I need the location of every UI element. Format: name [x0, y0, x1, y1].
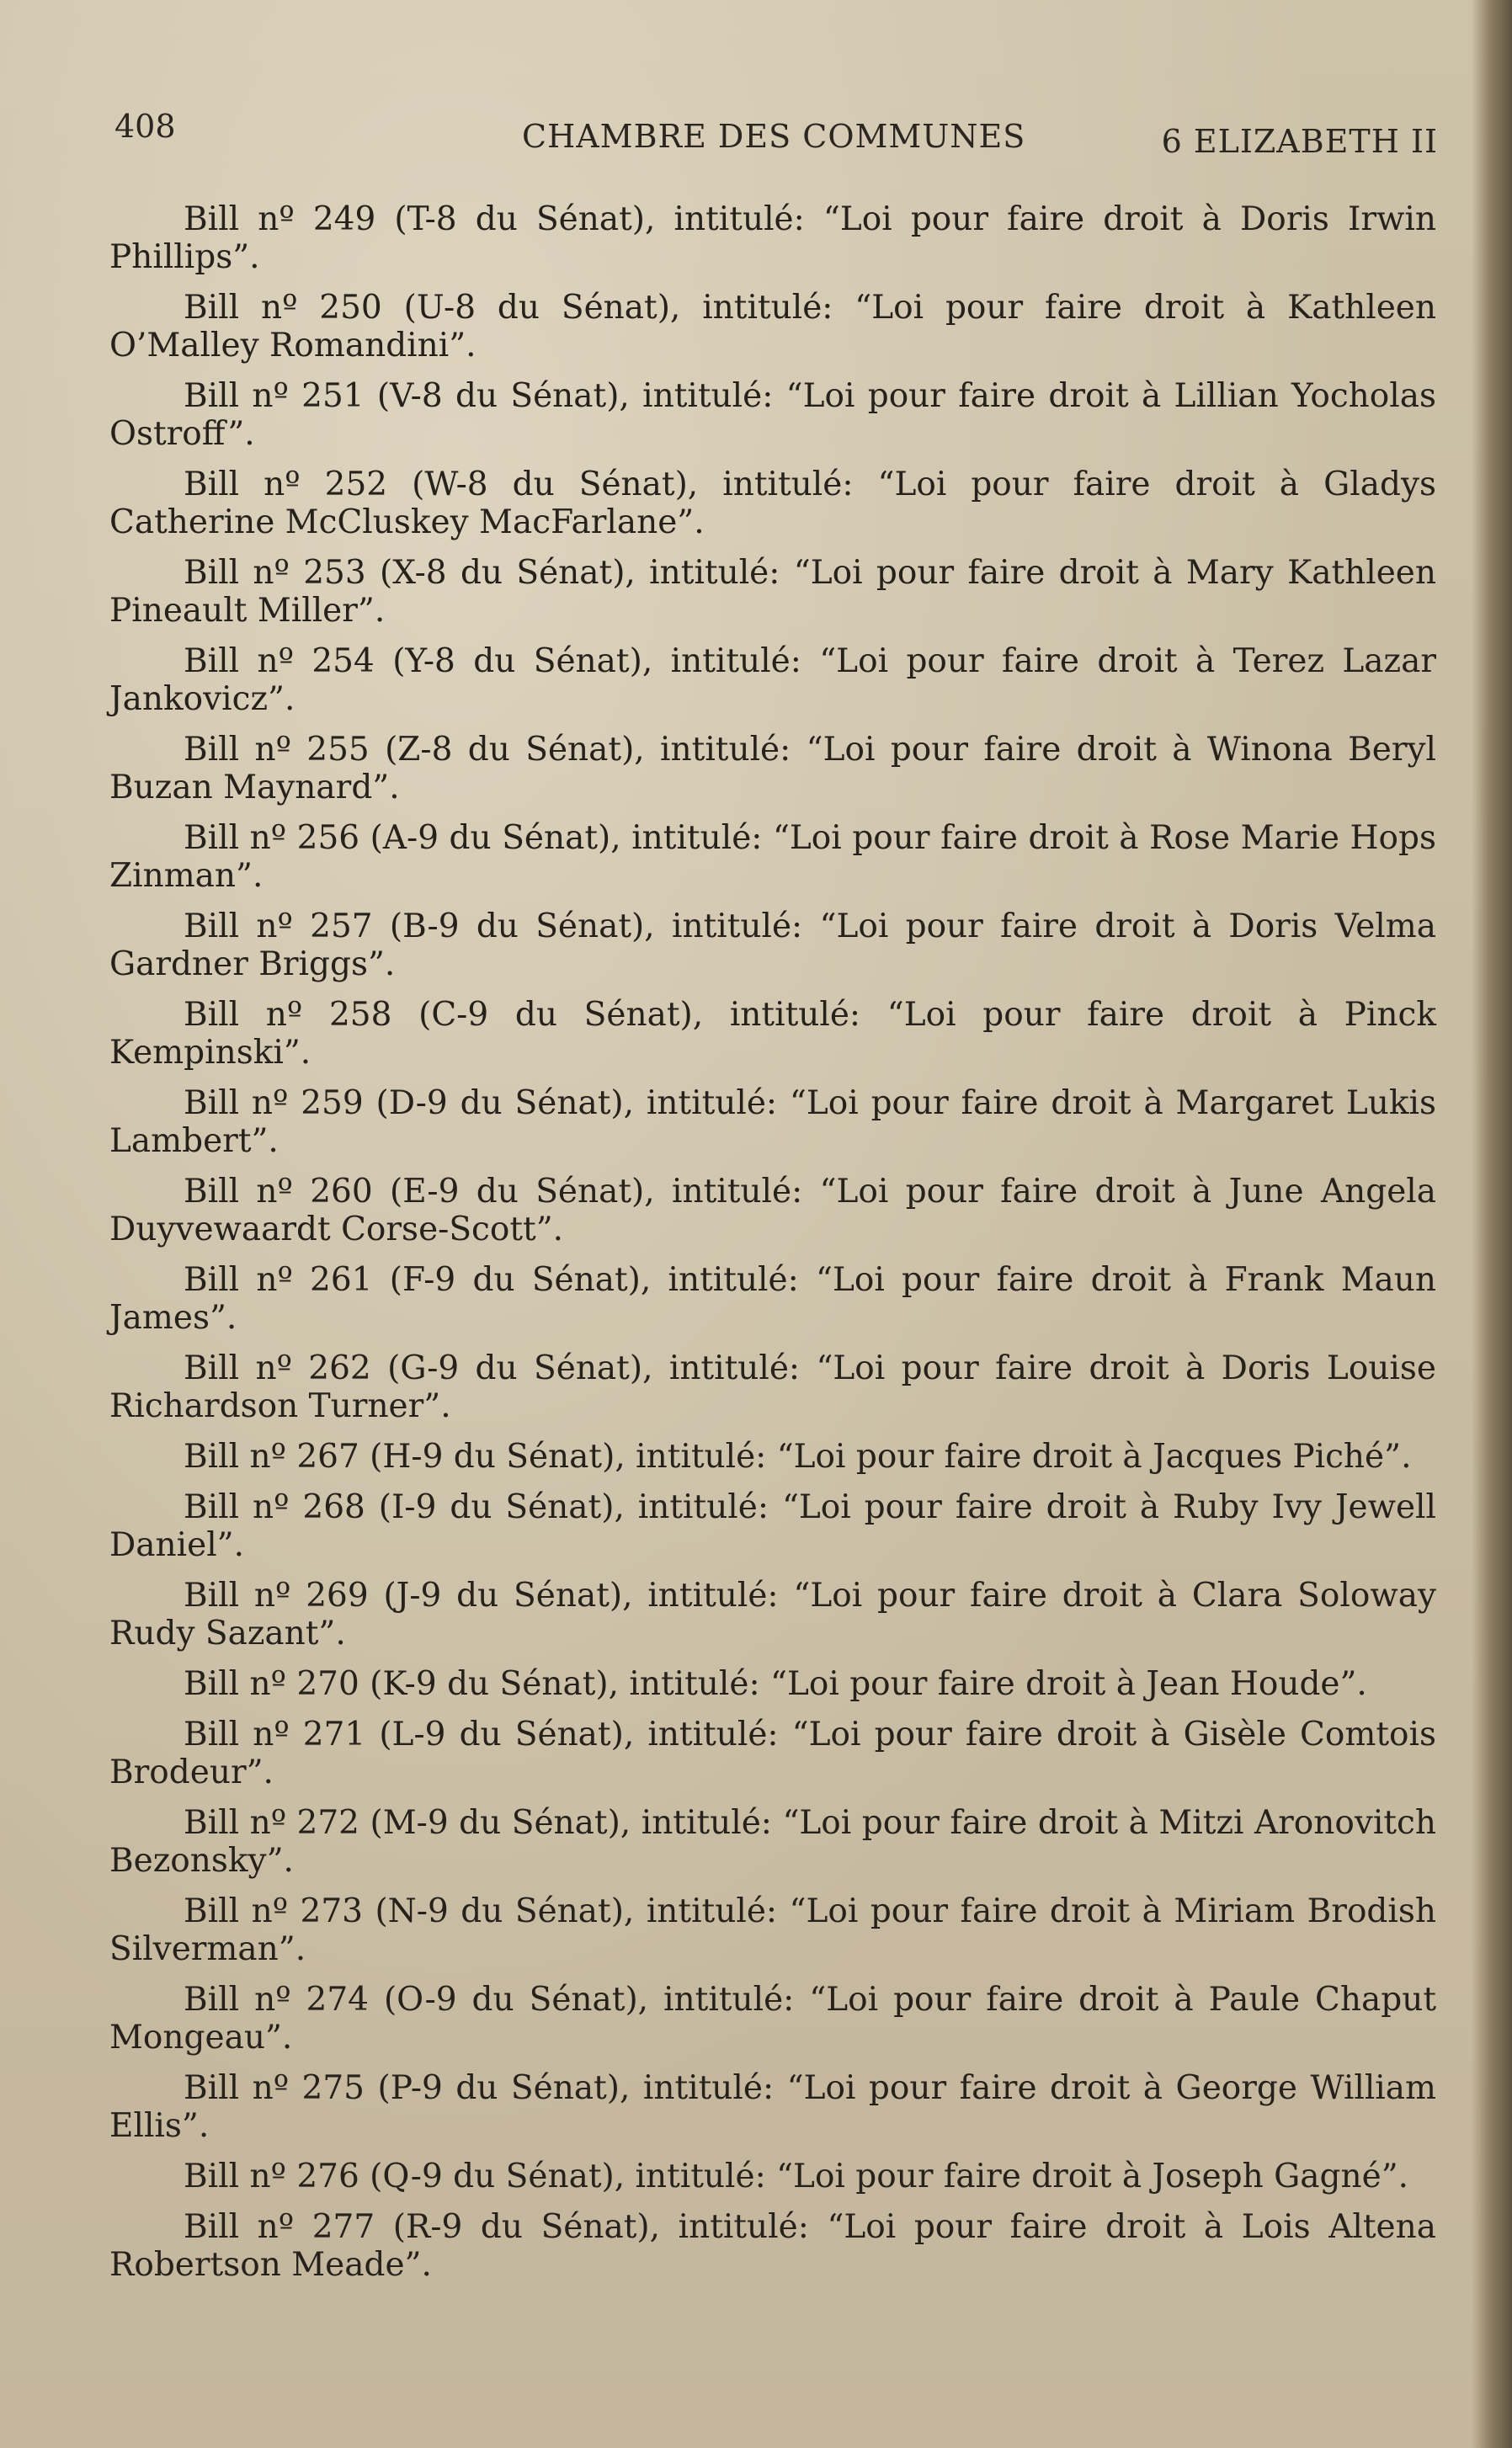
- bill-entry: Bill nº 254 (Y-8 du Sénat), intitulé: “Loi pour faire droit à Terez Lazar Jankovicz”.: [109, 642, 1436, 718]
- bill-entry: Bill nº 249 (T-8 du Sénat), intitulé: “Loi pour faire droit à Doris Irwin Phillips”.: [109, 200, 1436, 276]
- bill-entry: Bill nº 258 (C-9 du Sénat), intitulé: “Loi pour faire droit à Pinck Kempinski”.: [109, 996, 1436, 1072]
- bill-entry: Bill nº 272 (M-9 du Sénat), intitulé: “Loi pour faire droit à Mitzi Aronovitch Bezonsky”.: [109, 1804, 1436, 1880]
- bill-entry: Bill nº 270 (K-9 du Sénat), intitulé: “Loi pour faire droit à Jean Houde”.: [184, 1665, 1367, 1703]
- bill-entry: Bill nº 262 (G-9 du Sénat), intitulé: “Loi pour faire droit à Doris Louise Richardson Turner”.: [109, 1349, 1436, 1425]
- running-head: [114, 108, 1438, 158]
- bill-entry: Bill nº 257 (B-9 du Sénat), intitulé: “Loi pour faire droit à Doris Velma Gardner Briggs”.: [109, 907, 1436, 983]
- bill-entry: Bill nº 275 (P-9 du Sénat), intitulé: “Loi pour faire droit à George William Ellis”.: [109, 2069, 1436, 2145]
- chamber-title: CHAMBRE DES COMMUNES: [522, 118, 1026, 155]
- bill-entry: Bill nº 268 (I-9 du Sénat), intitulé: “Loi pour faire droit à Ruby Ivy Jewell Daniel”.: [109, 1488, 1436, 1564]
- bill-entry: Bill nº 252 (W-8 du Sénat), intitulé: “Loi pour faire droit à Gladys Catherine McCluskey MacFarlane”.: [109, 466, 1436, 541]
- regnal-year: 6 ELIZABETH II: [1161, 123, 1438, 160]
- bill-entry: Bill nº 260 (E-9 du Sénat), intitulé: “Loi pour faire droit à June Angela Duyvewaardt Corse-Scott”.: [109, 1173, 1436, 1248]
- bill-entry: Bill nº 273 (N-9 du Sénat), intitulé: “Loi pour faire droit à Miriam Brodish Silverman”.: [109, 1892, 1436, 1968]
- bill-list: [109, 200, 1436, 2296]
- bill-entry: Bill nº 253 (X-8 du Sénat), intitulé: “Loi pour faire droit à Mary Kathleen Pineault Miller”.: [109, 554, 1436, 630]
- bill-entry: Bill nº 277 (R-9 du Sénat), intitulé: “Loi pour faire droit à Lois Altena Robertson Meade”.: [109, 2208, 1436, 2284]
- bill-entry: Bill nº 274 (O-9 du Sénat), intitulé: “Loi pour faire droit à Paule Chaput Mongeau”.: [109, 1981, 1436, 2057]
- bill-entry: Bill nº 251 (V-8 du Sénat), intitulé: “Loi pour faire droit à Lillian Yocholas Ostroff”.: [109, 377, 1436, 453]
- bill-entry: Bill nº 271 (L-9 du Sénat), intitulé: “Loi pour faire droit à Gisèle Comtois Brodeur”.: [109, 1716, 1436, 1791]
- bill-entry: Bill nº 269 (J-9 du Sénat), intitulé: “Loi pour faire droit à Clara Soloway Rudy Sazant”.: [109, 1577, 1436, 1652]
- bill-entry: Bill nº 256 (A-9 du Sénat), intitulé: “Loi pour faire droit à Rose Marie Hops Zinman”.: [109, 819, 1436, 895]
- bill-entry: Bill nº 261 (F-9 du Sénat), intitulé: “Loi pour faire droit à Frank Maun James”.: [109, 1261, 1436, 1337]
- page-number: 408: [114, 108, 176, 145]
- bill-entry: Bill nº 267 (H-9 du Sénat), intitulé: “Loi pour faire droit à Jacques Piché”.: [184, 1438, 1412, 1476]
- bill-entry: Bill nº 259 (D-9 du Sénat), intitulé: “Loi pour faire droit à Margaret Lukis Lambert”.: [109, 1084, 1436, 1160]
- page-spine-shadow: [1472, 0, 1512, 2448]
- bill-entry: Bill nº 250 (U-8 du Sénat), intitulé: “Loi pour faire droit à Kathleen O’Malley Romandini”.: [109, 289, 1436, 365]
- bill-entry: Bill nº 276 (Q-9 du Sénat), intitulé: “Loi pour faire droit à Joseph Gagné”.: [184, 2158, 1409, 2195]
- bill-entry: Bill nº 255 (Z-8 du Sénat), intitulé: “Loi pour faire droit à Winona Beryl Buzan Maynard”.: [109, 731, 1436, 806]
